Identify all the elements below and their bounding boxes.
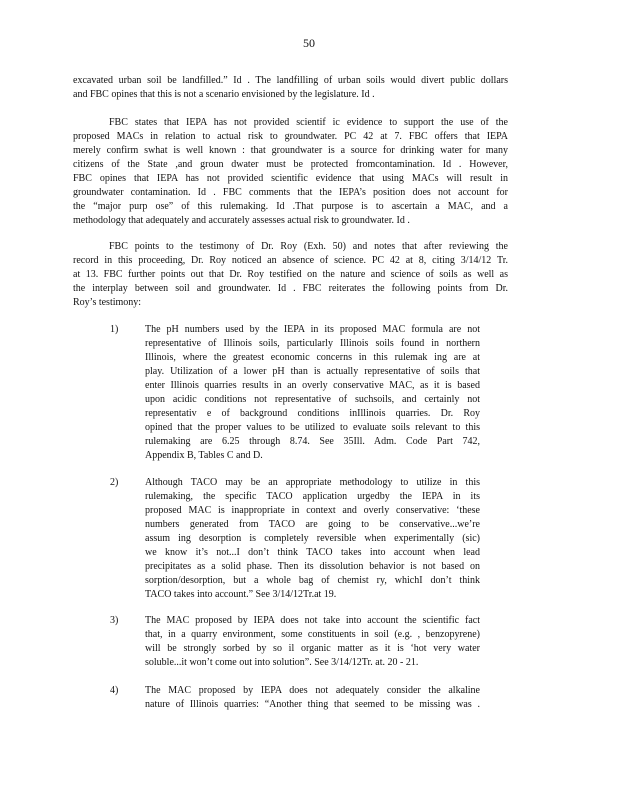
text-line: excavated urban soil be landfilled.” Id . The landfilling of urban soils would divert public dollars <box>73 75 508 86</box>
text-line: FBC states that IEPA has not provided scientif ic evidence to support the use of the <box>109 117 508 128</box>
text-line: Roy’s testimony: <box>73 297 142 308</box>
text-line: assum ing desorption is completely reversible when experimentally (sic) <box>145 533 480 544</box>
text-line: representative of Illinois soils, particularly Illinois soils found in northern <box>145 338 480 349</box>
text-line: precipitates as a solid phase. Then its dissolution behavior is not based on <box>145 561 480 572</box>
text-line: enter Illinois quarries results in an overly conservative MAC, as it is based <box>145 380 480 391</box>
text-line: The pH numbers used by the IEPA in its proposed MAC formula are not <box>145 324 480 335</box>
text-line: and FBC opines that this is not a scenario envisioned by the legislature. Id . <box>73 89 375 100</box>
text-line: rulemaking, the specific TACO application urgedby the IEPA in its <box>145 491 480 502</box>
text-line: FBC points to the testimony of Dr. Roy (Exh. 50) and notes that after reviewing the <box>109 241 508 252</box>
text-line: record in this proceeding, Dr. Roy noticed an absence of science. PC 42 at 8, citing 3/14/12 Tr. <box>73 255 508 266</box>
list-item-body <box>145 476 480 602</box>
text-line: nature of Illinois quarries: “Another thing that seemed to be missing was . <box>145 699 480 710</box>
list-item <box>110 614 508 670</box>
list-item <box>110 684 508 712</box>
paragraph-3 <box>73 240 508 310</box>
paragraph-1 <box>73 74 508 102</box>
text-line: play. Utilization of a lower pH than is actually representative of soils that <box>145 366 480 377</box>
list-item-body <box>145 614 480 670</box>
text-line: soluble...it won’t come out into solution”. See 3/14/12Tr. at. 20 - 21. <box>145 657 419 668</box>
text-line: methodology that adequately and accurately assesses actual risk to groundwater. Id . <box>73 215 410 226</box>
text-line: TACO takes into account.” See 3/14/12Tr.at 19. <box>145 589 337 600</box>
text-line: Illinois, where the greatest economic concerns in this rulemak ing are at <box>145 352 480 363</box>
list-item-body <box>145 684 480 712</box>
text-line: groundwater contamination. Id . FBC comments that the IEPA’s position does not account for <box>73 187 508 198</box>
paragraph-2 <box>73 116 508 228</box>
text-line: the “major purp ose” of this rulemaking. Id .That purpose is to ascertain a MAC, and a <box>73 201 508 212</box>
text-line: at 13. FBC further points out that Dr. Roy testified on the nature and science of soils as well as <box>73 269 508 280</box>
text-line: proposed MACs in relation to actual risk to groundwater. PC 42 at 7. FBC offers that IEPA <box>73 131 508 142</box>
text-line: representativ e of background conditions inIllinois quarries. Dr. Roy <box>145 408 480 419</box>
text-line: upon acidic conditions not representative of suchsoils, and certainly not <box>145 394 480 405</box>
text-line: Appendix B, Tables C and D. <box>145 450 263 461</box>
text-line: will be strongly sorbed by so il organic matter as it is ‘hot very water <box>145 643 480 654</box>
text-line: citizens of the State ,and groun dwater must be protected fromcontamination. Id . However, <box>73 159 508 170</box>
list-item-number: 2) <box>110 477 119 488</box>
list-item-body <box>145 323 480 463</box>
list-item-number: 3) <box>110 615 119 626</box>
text-line: the interplay between soil and groundwater. Id . FBC reiterates the following points from Dr. <box>73 283 508 294</box>
page-number: 50 <box>303 36 315 50</box>
text-line: sorption/desorption, but a whole bag of chemist ry, whichI don’t think <box>145 575 480 586</box>
text-line: merely confirm swhat is well known : that groundwater is a source for drinking water for many <box>73 145 508 156</box>
text-line: opined that the proper values to be utilized to evaluate soils relevant to this <box>145 422 480 433</box>
list-item-number: 1) <box>110 324 119 335</box>
list-item <box>110 323 508 463</box>
text-line: Although TACO may be an appropriate methodology to utilize in this <box>145 477 480 488</box>
text-line: proposed MAC is inappropriate in context and overly conservative: ‘these <box>145 505 480 516</box>
list-item <box>110 476 508 602</box>
text-line: rulemaking are 6.25 through 8.74. See 35Ill. Adm. Code Part 742, <box>145 436 480 447</box>
text-line: The MAC proposed by IEPA does not adequately consider the alkaline <box>145 685 480 696</box>
text-line: numbers generated from TACO are going to be conservative...we’re <box>145 519 480 530</box>
text-line: we know it’s not...I don’t think TACO takes into account when lead <box>145 547 480 558</box>
text-line: FBC opines that IEPA has not provided scientific evidence that using MACs will result in <box>73 173 508 184</box>
list-item-number: 4) <box>110 685 119 696</box>
text-line: that, in a quarry environment, some constituents in soil (e.g. , benzopyrene) <box>145 629 480 640</box>
text-line: The MAC proposed by IEPA does not take into account the scientific fact <box>145 615 480 626</box>
